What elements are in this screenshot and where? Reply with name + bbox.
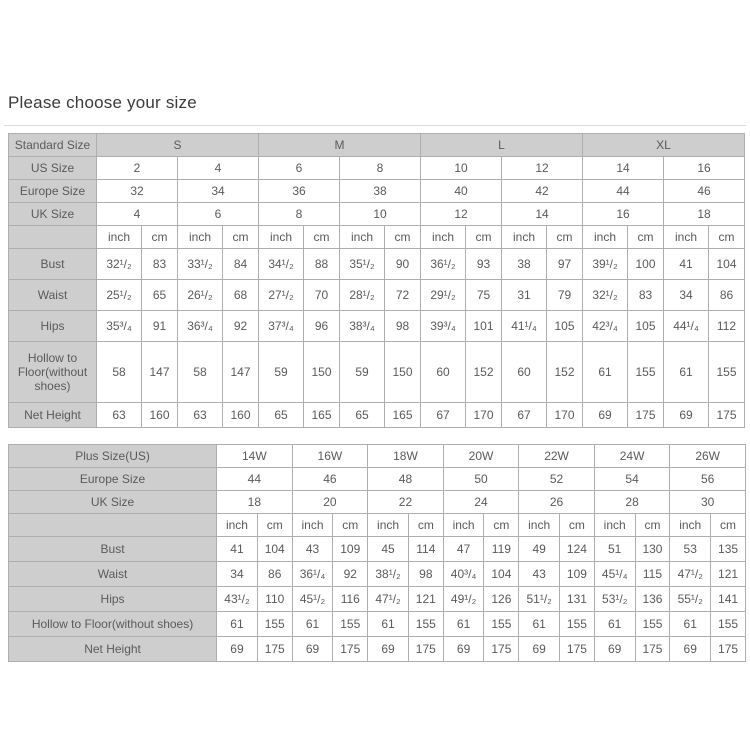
- uk-size-cell: 4: [97, 203, 178, 226]
- bust-value-cell: 130: [635, 537, 670, 562]
- uk-size-cell: 8: [259, 203, 340, 226]
- bust-value-cell: 109: [333, 537, 368, 562]
- us-size-cell: 4: [178, 157, 259, 180]
- bust-value-cell: 104: [709, 249, 745, 280]
- unit-header-cell: inch: [368, 514, 409, 537]
- waist-value-cell: 26¹/₂: [178, 280, 223, 311]
- uk-size-cell: 30: [670, 491, 746, 514]
- bust-value-cell: 51: [594, 537, 635, 562]
- plus-size-cell: 22W: [519, 445, 595, 468]
- hollow-to-floor-value-cell: 150: [385, 342, 421, 403]
- waist-value-cell: 86: [257, 562, 292, 587]
- hollow-to-floor-value-cell: 58: [178, 342, 223, 403]
- row-label: Net Height: [9, 403, 97, 428]
- us-size-cell: 6: [259, 157, 340, 180]
- waist-value-cell: 27¹/₂: [259, 280, 304, 311]
- waist-value-cell: 36¹/₄: [292, 562, 333, 587]
- net-height-value-cell: 69: [217, 637, 258, 662]
- row-label: [9, 226, 97, 249]
- europe-size-cell: 54: [594, 468, 670, 491]
- row-label: Hips: [9, 311, 97, 342]
- net-height-value-cell: 170: [466, 403, 502, 428]
- hollow-to-floor-value-cell: 61: [443, 612, 484, 637]
- net-height-value-cell: 175: [333, 637, 368, 662]
- bust-value-cell: 35¹/₂: [340, 249, 385, 280]
- hips-value-cell: 37³/₄: [259, 311, 304, 342]
- net-height-value-cell: 175: [635, 637, 670, 662]
- row-label: Europe Size: [9, 180, 97, 203]
- bust-value-cell: 104: [257, 537, 292, 562]
- hollow-to-floor-value-cell: 60: [421, 342, 466, 403]
- us-size-cell: 14: [583, 157, 664, 180]
- row-label: Standard Size: [9, 134, 97, 157]
- bust-value-cell: 33¹/₂: [178, 249, 223, 280]
- unit-header-cell: cm: [385, 226, 421, 249]
- unit-header-cell: cm: [333, 514, 368, 537]
- waist-value-cell: 68: [223, 280, 259, 311]
- row-label: US Size: [9, 157, 97, 180]
- hips-value-cell: 42³/₄: [583, 311, 628, 342]
- europe-size-cell: 56: [670, 468, 746, 491]
- hollow-to-floor-value-cell: 61: [368, 612, 409, 637]
- bust-value-cell: 88: [304, 249, 340, 280]
- waist-value-cell: 65: [142, 280, 178, 311]
- unit-header-cell: cm: [484, 514, 519, 537]
- unit-header-cell: inch: [670, 514, 711, 537]
- europe-size-cell: 50: [443, 468, 519, 491]
- europe-size-cell: 46: [292, 468, 368, 491]
- hollow-to-floor-value-cell: 147: [142, 342, 178, 403]
- hips-value-cell: 131: [560, 587, 595, 612]
- net-height-value-cell: 69: [368, 637, 409, 662]
- plus-size-cell: 14W: [217, 445, 293, 468]
- bust-value-cell: 32¹/₂: [97, 249, 142, 280]
- europe-size-cell: 34: [178, 180, 259, 203]
- net-height-value-cell: 63: [97, 403, 142, 428]
- table-row: [9, 403, 745, 428]
- waist-value-cell: 38¹/₂: [368, 562, 409, 587]
- hips-value-cell: 36³/₄: [178, 311, 223, 342]
- hips-value-cell: 38³/₄: [340, 311, 385, 342]
- net-height-value-cell: 69: [670, 637, 711, 662]
- bust-value-cell: 114: [408, 537, 443, 562]
- net-height-value-cell: 160: [223, 403, 259, 428]
- europe-size-cell: 42: [502, 180, 583, 203]
- unit-header-cell: cm: [560, 514, 595, 537]
- waist-value-cell: 83: [628, 280, 664, 311]
- net-height-value-cell: 69: [583, 403, 628, 428]
- table-row: [9, 612, 746, 637]
- hips-value-cell: 92: [223, 311, 259, 342]
- uk-size-cell: 6: [178, 203, 259, 226]
- unit-header-cell: inch: [664, 226, 709, 249]
- table-row: [9, 180, 745, 203]
- table-row: [9, 562, 746, 587]
- bust-value-cell: 43: [292, 537, 333, 562]
- uk-size-cell: 22: [368, 491, 444, 514]
- page-title: Please choose your size: [8, 93, 197, 112]
- hollow-to-floor-value-cell: 59: [259, 342, 304, 403]
- europe-size-cell: 40: [421, 180, 502, 203]
- bust-value-cell: 135: [711, 537, 746, 562]
- hips-value-cell: 35³/₄: [97, 311, 142, 342]
- waist-value-cell: 109: [560, 562, 595, 587]
- hollow-to-floor-value-cell: 61: [594, 612, 635, 637]
- net-height-value-cell: 175: [628, 403, 664, 428]
- waist-value-cell: 40³/₄: [443, 562, 484, 587]
- europe-size-cell: 36: [259, 180, 340, 203]
- table-row: [9, 280, 745, 311]
- bust-value-cell: 36¹/₂: [421, 249, 466, 280]
- hollow-to-floor-value-cell: 155: [257, 612, 292, 637]
- unit-header-cell: cm: [709, 226, 745, 249]
- bust-value-cell: 47: [443, 537, 484, 562]
- table-row: [9, 249, 745, 280]
- hollow-to-floor-value-cell: 155: [560, 612, 595, 637]
- table-row: [9, 311, 745, 342]
- table-row: [9, 203, 745, 226]
- waist-value-cell: 86: [709, 280, 745, 311]
- bust-value-cell: 41: [664, 249, 709, 280]
- row-label: Waist: [9, 280, 97, 311]
- unit-header-cell: cm: [257, 514, 292, 537]
- size-chart-section: [8, 133, 746, 662]
- table-row: [9, 342, 745, 403]
- hollow-to-floor-value-cell: 61: [292, 612, 333, 637]
- unit-header-cell: cm: [223, 226, 259, 249]
- waist-value-cell: 115: [635, 562, 670, 587]
- row-label: Europe Size: [9, 468, 217, 491]
- unit-header-cell: inch: [502, 226, 547, 249]
- bust-value-cell: 93: [466, 249, 502, 280]
- hollow-to-floor-value-cell: 152: [466, 342, 502, 403]
- net-height-value-cell: 63: [178, 403, 223, 428]
- bust-value-cell: 124: [560, 537, 595, 562]
- table-row: [9, 445, 746, 468]
- hips-value-cell: 39³/₄: [421, 311, 466, 342]
- us-size-cell: 10: [421, 157, 502, 180]
- net-height-value-cell: 69: [594, 637, 635, 662]
- hollow-to-floor-value-cell: 150: [304, 342, 340, 403]
- table-row: [9, 157, 745, 180]
- hips-value-cell: 53¹/₂: [594, 587, 635, 612]
- unit-header-cell: inch: [340, 226, 385, 249]
- net-height-value-cell: 65: [259, 403, 304, 428]
- unit-header-cell: cm: [635, 514, 670, 537]
- bust-value-cell: 90: [385, 249, 421, 280]
- bust-value-cell: 100: [628, 249, 664, 280]
- hollow-to-floor-value-cell: 155: [628, 342, 664, 403]
- hollow-to-floor-value-cell: 61: [670, 612, 711, 637]
- waist-value-cell: 92: [333, 562, 368, 587]
- bust-value-cell: 84: [223, 249, 259, 280]
- net-height-value-cell: 175: [560, 637, 595, 662]
- size-group-header: XL: [583, 134, 745, 157]
- row-label: [9, 514, 217, 537]
- bust-value-cell: 97: [547, 249, 583, 280]
- bust-value-cell: 41: [217, 537, 258, 562]
- bust-value-cell: 83: [142, 249, 178, 280]
- unit-header-cell: inch: [519, 514, 560, 537]
- hollow-to-floor-value-cell: 155: [711, 612, 746, 637]
- uk-size-cell: 26: [519, 491, 595, 514]
- waist-value-cell: 34: [217, 562, 258, 587]
- row-label: UK Size: [9, 203, 97, 226]
- hollow-to-floor-value-cell: 155: [408, 612, 443, 637]
- net-height-value-cell: 67: [502, 403, 547, 428]
- hips-value-cell: 110: [257, 587, 292, 612]
- unit-header-cell: inch: [217, 514, 258, 537]
- bust-value-cell: 53: [670, 537, 711, 562]
- hollow-to-floor-value-cell: 59: [340, 342, 385, 403]
- waist-value-cell: 43: [519, 562, 560, 587]
- hips-value-cell: 45¹/₂: [292, 587, 333, 612]
- unit-header-cell: cm: [628, 226, 664, 249]
- row-label: Bust: [9, 249, 97, 280]
- plus-size-cell: 16W: [292, 445, 368, 468]
- waist-value-cell: 45¹/₄: [594, 562, 635, 587]
- row-label: Net Height: [9, 637, 217, 662]
- hips-value-cell: 44¹/₄: [664, 311, 709, 342]
- row-label: Hips: [9, 587, 217, 612]
- unit-header-cell: cm: [408, 514, 443, 537]
- net-height-value-cell: 175: [484, 637, 519, 662]
- unit-header-cell: cm: [466, 226, 502, 249]
- net-height-value-cell: 69: [664, 403, 709, 428]
- net-height-value-cell: 165: [385, 403, 421, 428]
- net-height-value-cell: 160: [142, 403, 178, 428]
- hips-value-cell: 51¹/₂: [519, 587, 560, 612]
- net-height-value-cell: 170: [547, 403, 583, 428]
- net-height-value-cell: 175: [408, 637, 443, 662]
- bust-value-cell: 38: [502, 249, 547, 280]
- table-row: [9, 226, 745, 249]
- europe-size-cell: 48: [368, 468, 444, 491]
- table-row: [9, 491, 746, 514]
- unit-header-cell: cm: [142, 226, 178, 249]
- table-row: [9, 514, 746, 537]
- table-row: [9, 134, 745, 157]
- europe-size-cell: 44: [217, 468, 293, 491]
- europe-size-cell: 52: [519, 468, 595, 491]
- hips-value-cell: 112: [709, 311, 745, 342]
- uk-size-cell: 18: [217, 491, 293, 514]
- row-label: Hollow to Floor(without shoes): [9, 342, 97, 403]
- waist-value-cell: 34: [664, 280, 709, 311]
- unit-header-cell: cm: [547, 226, 583, 249]
- waist-value-cell: 47¹/₂: [670, 562, 711, 587]
- hips-value-cell: 136: [635, 587, 670, 612]
- hollow-to-floor-value-cell: 60: [502, 342, 547, 403]
- hips-value-cell: 91: [142, 311, 178, 342]
- hips-value-cell: 49¹/₂: [443, 587, 484, 612]
- hips-value-cell: 126: [484, 587, 519, 612]
- europe-size-cell: 46: [664, 180, 745, 203]
- uk-size-cell: 10: [340, 203, 421, 226]
- table-row: [9, 637, 746, 662]
- hips-value-cell: 105: [547, 311, 583, 342]
- size-group-header: L: [421, 134, 583, 157]
- hips-value-cell: 55¹/₂: [670, 587, 711, 612]
- hollow-to-floor-value-cell: 61: [519, 612, 560, 637]
- row-label: Plus Size(US): [9, 445, 217, 468]
- unit-header-cell: inch: [421, 226, 466, 249]
- unit-header-cell: inch: [178, 226, 223, 249]
- standard-size-table: [8, 133, 745, 428]
- waist-value-cell: 121: [711, 562, 746, 587]
- bust-value-cell: 39¹/₂: [583, 249, 628, 280]
- uk-size-cell: 20: [292, 491, 368, 514]
- net-height-value-cell: 175: [257, 637, 292, 662]
- net-height-value-cell: 165: [304, 403, 340, 428]
- net-height-value-cell: 175: [709, 403, 745, 428]
- hips-value-cell: 98: [385, 311, 421, 342]
- us-size-cell: 16: [664, 157, 745, 180]
- plus-size-cell: 26W: [670, 445, 746, 468]
- plus-size-table: [8, 444, 746, 662]
- net-height-value-cell: 65: [340, 403, 385, 428]
- bust-value-cell: 49: [519, 537, 560, 562]
- net-height-value-cell: 175: [711, 637, 746, 662]
- plus-size-cell: 20W: [443, 445, 519, 468]
- unit-header-cell: inch: [594, 514, 635, 537]
- waist-value-cell: 32¹/₂: [583, 280, 628, 311]
- waist-value-cell: 104: [484, 562, 519, 587]
- unit-header-cell: inch: [97, 226, 142, 249]
- bust-value-cell: 119: [484, 537, 519, 562]
- row-label: Hollow to Floor(without shoes): [9, 612, 217, 637]
- us-size-cell: 2: [97, 157, 178, 180]
- hips-value-cell: 116: [333, 587, 368, 612]
- hollow-to-floor-value-cell: 155: [333, 612, 368, 637]
- uk-size-cell: 12: [421, 203, 502, 226]
- divider: [4, 125, 746, 126]
- uk-size-cell: 24: [443, 491, 519, 514]
- hips-value-cell: 41¹/₄: [502, 311, 547, 342]
- table-row: [9, 537, 746, 562]
- hips-value-cell: 141: [711, 587, 746, 612]
- hollow-to-floor-value-cell: 61: [664, 342, 709, 403]
- hollow-to-floor-value-cell: 155: [635, 612, 670, 637]
- plus-size-cell: 18W: [368, 445, 444, 468]
- uk-size-cell: 14: [502, 203, 583, 226]
- waist-value-cell: 31: [502, 280, 547, 311]
- unit-header-cell: cm: [711, 514, 746, 537]
- waist-value-cell: 25¹/₂: [97, 280, 142, 311]
- bust-value-cell: 34¹/₂: [259, 249, 304, 280]
- uk-size-cell: 18: [664, 203, 745, 226]
- hips-value-cell: 101: [466, 311, 502, 342]
- hollow-to-floor-value-cell: 61: [583, 342, 628, 403]
- hips-value-cell: 96: [304, 311, 340, 342]
- hollow-to-floor-value-cell: 152: [547, 342, 583, 403]
- hollow-to-floor-value-cell: 61: [217, 612, 258, 637]
- row-label: Bust: [9, 537, 217, 562]
- europe-size-cell: 38: [340, 180, 421, 203]
- us-size-cell: 8: [340, 157, 421, 180]
- net-height-value-cell: 69: [443, 637, 484, 662]
- hips-value-cell: 121: [408, 587, 443, 612]
- row-label: UK Size: [9, 491, 217, 514]
- unit-header-cell: inch: [443, 514, 484, 537]
- waist-value-cell: 79: [547, 280, 583, 311]
- unit-header-cell: cm: [304, 226, 340, 249]
- europe-size-cell: 44: [583, 180, 664, 203]
- waist-value-cell: 70: [304, 280, 340, 311]
- net-height-value-cell: 69: [292, 637, 333, 662]
- us-size-cell: 12: [502, 157, 583, 180]
- row-label: Waist: [9, 562, 217, 587]
- europe-size-cell: 32: [97, 180, 178, 203]
- hips-value-cell: 105: [628, 311, 664, 342]
- waist-value-cell: 75: [466, 280, 502, 311]
- unit-header-cell: inch: [583, 226, 628, 249]
- hollow-to-floor-value-cell: 155: [484, 612, 519, 637]
- unit-header-cell: inch: [259, 226, 304, 249]
- net-height-value-cell: 67: [421, 403, 466, 428]
- net-height-value-cell: 69: [519, 637, 560, 662]
- hollow-to-floor-value-cell: 155: [709, 342, 745, 403]
- waist-value-cell: 72: [385, 280, 421, 311]
- hollow-to-floor-value-cell: 58: [97, 342, 142, 403]
- hollow-to-floor-value-cell: 147: [223, 342, 259, 403]
- unit-header-cell: inch: [292, 514, 333, 537]
- uk-size-cell: 16: [583, 203, 664, 226]
- waist-value-cell: 29¹/₂: [421, 280, 466, 311]
- table-row: [9, 468, 746, 491]
- table-row: [9, 587, 746, 612]
- uk-size-cell: 28: [594, 491, 670, 514]
- waist-value-cell: 98: [408, 562, 443, 587]
- bust-value-cell: 45: [368, 537, 409, 562]
- plus-size-cell: 24W: [594, 445, 670, 468]
- waist-value-cell: 28¹/₂: [340, 280, 385, 311]
- hips-value-cell: 43¹/₂: [217, 587, 258, 612]
- hips-value-cell: 47¹/₂: [368, 587, 409, 612]
- size-group-header: S: [97, 134, 259, 157]
- size-group-header: M: [259, 134, 421, 157]
